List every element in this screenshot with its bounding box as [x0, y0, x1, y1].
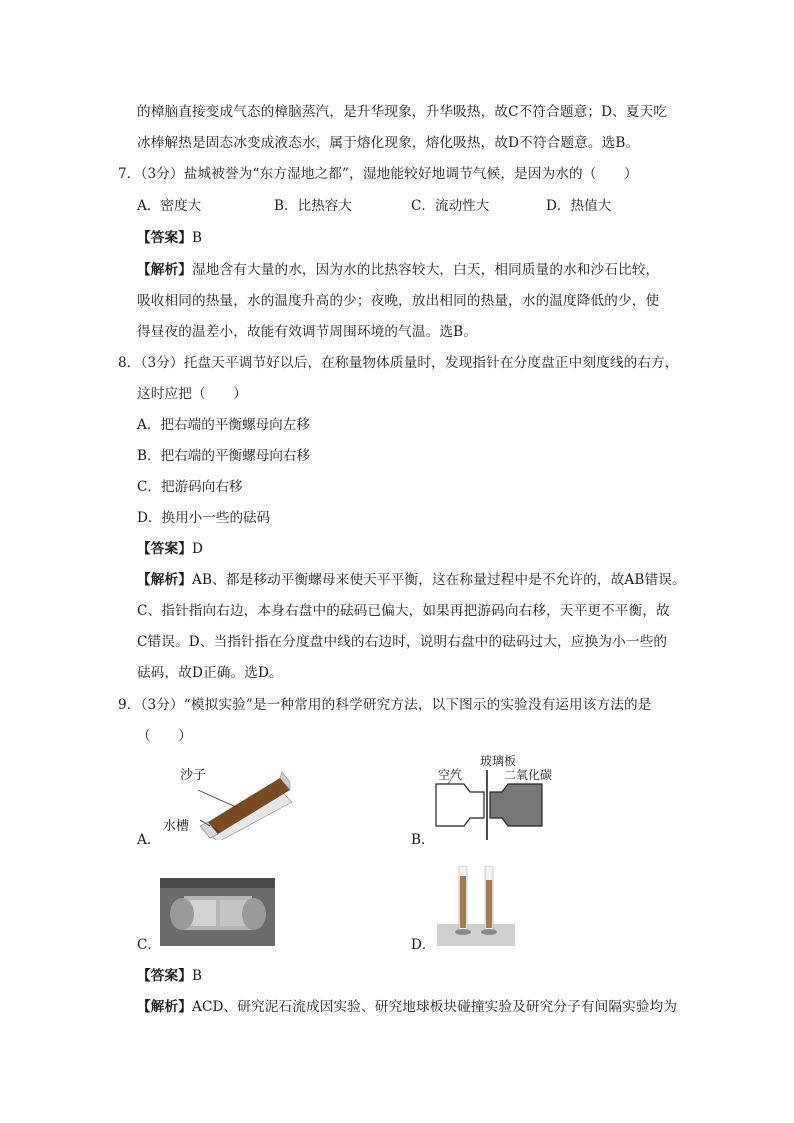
figure-a-label: A．	[137, 832, 161, 848]
continuation-line-2: 冰棒解热是固态冰变成液态水，属于熔化现象，熔化吸热，故D不符合题意。选B。	[137, 135, 640, 151]
figure-d-label: D．	[411, 937, 436, 953]
figure-b-label: B．	[411, 832, 435, 848]
answer-tag: 【答案】	[137, 230, 192, 246]
q7-option-a: A．密度大	[137, 198, 202, 214]
sand-label: 沙子	[180, 768, 207, 783]
q9-answer	[137, 966, 202, 986]
q9-analysis-line-1	[137, 997, 677, 1017]
q8-option-c: C．把游码向右移	[137, 479, 243, 495]
q8-option-b: B．把右端的平衡螺母向右移	[137, 448, 311, 464]
question-9-stem-line-2: （ ）	[137, 728, 192, 744]
q7-option-b: B．比热容大	[274, 198, 352, 214]
q7-analysis-line-3: 得昼夜的温差小，故能有效调节周围环境的气温。选B。	[137, 324, 477, 340]
q8-answer	[137, 539, 203, 559]
analysis-tag: 【解析】	[137, 572, 192, 588]
trough-label: 水槽	[163, 819, 190, 834]
q8-option-a: A．把右端的平衡螺母向左移	[137, 417, 310, 433]
question-8-stem-line-2: 这时应把（ ）	[137, 386, 247, 402]
plate-collision-photo-placeholder	[160, 878, 275, 946]
q7-option-d: D．热值大	[546, 198, 612, 214]
question-9-stem-line-1: 9．（3分）“模拟实验”是一种常用的科学研究方法，以下图示的实验没有运用该方法的是	[118, 697, 652, 713]
answer-value: B	[191, 968, 203, 984]
q8-option-d: D．换用小一些的砝码	[137, 510, 271, 526]
figure-d-tubes-photo	[437, 866, 515, 946]
analysis-tag: 【解析】	[137, 999, 192, 1015]
analysis-text: AB、都是移动平衡螺母来使天平平衡，这在称量过程中是不允许的，故AB错误。	[191, 572, 686, 588]
question-7-stem: 7．（3分）盐城被誉为“东方湿地之都”，湿地能较好地调节气候，是因为水的（ ）	[118, 166, 638, 182]
q7-answer	[137, 228, 202, 248]
q8-analysis-line-2: C、指针指向右边，本身右盘中的砝码已偏大，如果再把游码向右移，天平更不平衡，故	[137, 603, 670, 619]
co2-label: 二氧化碳	[504, 768, 553, 782]
figure-b-gas-diffusion	[434, 754, 554, 840]
answer-tag: 【答案】	[137, 968, 192, 984]
figure-c-plate-collision-photo	[160, 878, 275, 946]
analysis-text: 湿地含有大量的水，因为水的比热容较大，白天，相同质量的水和沙石比较，	[191, 262, 660, 278]
answer-tag: 【答案】	[137, 541, 192, 557]
question-8-stem-line-1: 8．（3分）托盘天平调节好以后，在称量物体质量时，发现指针在分度盘正中刻度线的右方，	[118, 355, 679, 371]
q7-option-c: C．流动性大	[411, 198, 490, 214]
answer-value: B	[191, 230, 203, 246]
continuation-line-1: 的樟脑直接变成气态的樟脑蒸汽，是升华现象，升华吸热，故C不符合题意；D、夏天吃	[137, 104, 668, 120]
answer-value: D	[191, 541, 204, 557]
q7-analysis-line-2: 吸收相同的热量，水的温度升高的少；夜晚，放出相同的热量，水的温度降低的少，使	[137, 293, 660, 309]
figure-a-sand-trough	[160, 760, 300, 840]
q8-analysis-line-4: 砝码，故D正确。选D。	[137, 665, 283, 681]
figure-c-label: C．	[137, 937, 161, 953]
tubes-photo-placeholder	[437, 866, 515, 946]
air-label: 空气	[438, 768, 463, 782]
q7-analysis-line-1	[137, 260, 659, 280]
q8-analysis-line-3: C错误。D、当指针指在分度盘中线的右边时，说明右盘中的砝码过大，应换为小一些的	[137, 634, 668, 650]
analysis-tag: 【解析】	[137, 262, 192, 278]
q8-analysis-line-1	[137, 570, 686, 590]
analysis-text: ACD、研究泥石流成因实验、研究地球板块碰撞实验及研究分子有间隔实验均为	[191, 999, 678, 1015]
glass-plate-label: 玻璃板	[480, 754, 517, 768]
